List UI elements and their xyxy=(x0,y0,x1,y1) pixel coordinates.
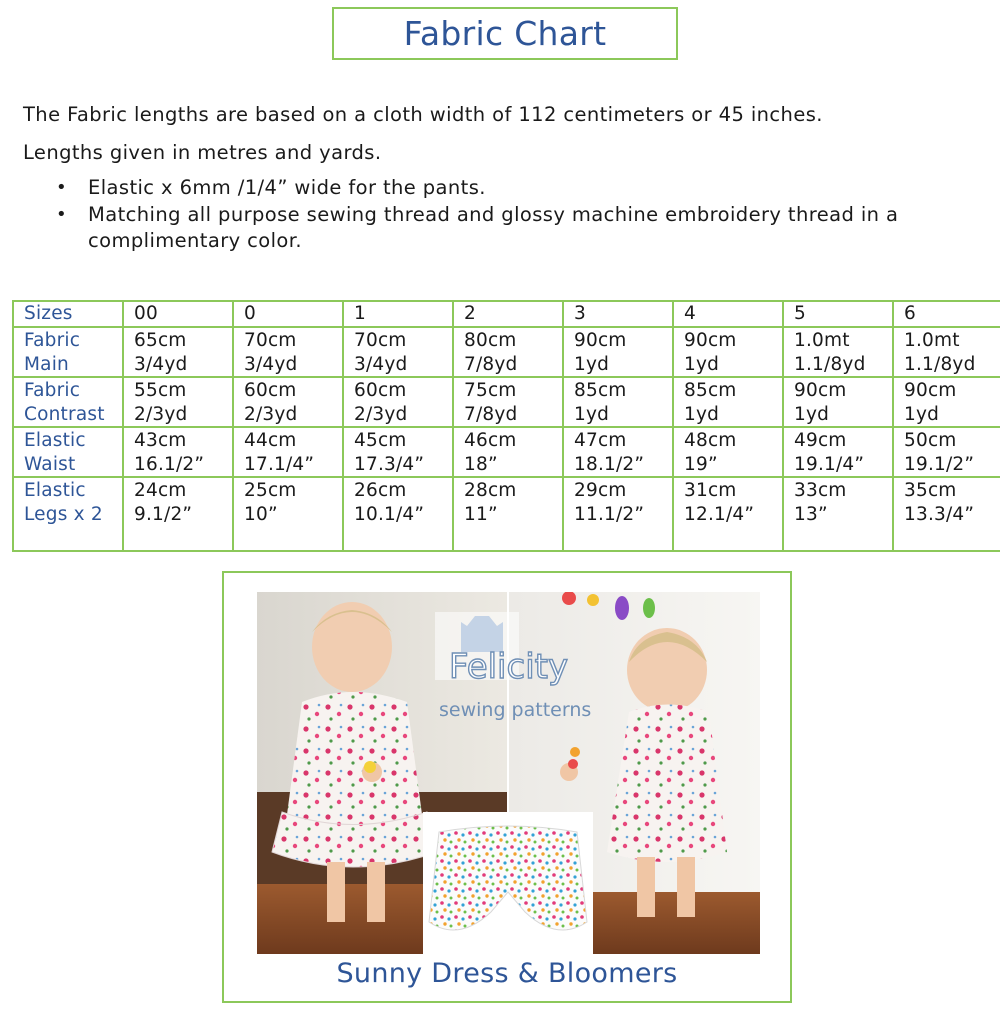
imperial-value: 18” xyxy=(464,453,498,475)
row-label-line: Legs x 2 xyxy=(24,503,103,525)
metric-value: 33cm xyxy=(794,480,847,501)
requirements-list xyxy=(23,175,983,255)
imperial-value: 19” xyxy=(684,453,718,475)
table-cell xyxy=(783,377,893,427)
table-cell xyxy=(673,377,783,427)
product-photo-illustration xyxy=(257,592,760,954)
imperial-value: 11.1/2” xyxy=(574,503,645,525)
imperial-value: 1.1/8yd xyxy=(794,353,866,375)
imperial-value: 1yd xyxy=(574,353,610,375)
metric-value: 90cm xyxy=(574,330,627,351)
imperial-value: 1yd xyxy=(574,403,610,425)
row-label xyxy=(13,427,123,477)
table-cell xyxy=(233,377,343,427)
metric-value: 29cm xyxy=(574,480,627,501)
table-cell xyxy=(893,427,1000,477)
photo-caption: Sunny Dress & Bloomers xyxy=(336,958,678,989)
logo-name: Felicity xyxy=(449,647,569,687)
table-cell xyxy=(563,377,673,427)
table-cell xyxy=(233,427,343,477)
table-cell xyxy=(673,427,783,477)
imperial-value: 13.3/4” xyxy=(904,503,975,525)
metric-value: 45cm xyxy=(354,430,407,451)
title-box xyxy=(332,7,678,60)
size-header: 2 xyxy=(453,301,563,327)
row-label-line: Fabric xyxy=(24,330,81,351)
imperial-value: 2/3yd xyxy=(354,403,408,425)
table-cell xyxy=(123,377,233,427)
header-label: Sizes xyxy=(13,301,123,327)
table-cell xyxy=(673,477,783,551)
row-label xyxy=(13,377,123,427)
imperial-value: 1yd xyxy=(794,403,830,425)
row-label-line: Contrast xyxy=(24,403,105,425)
row-label-line: Elastic xyxy=(24,480,86,501)
table-cell xyxy=(233,327,343,377)
imperial-value: 17.3/4” xyxy=(354,453,425,475)
metric-value: 90cm xyxy=(904,380,957,401)
imperial-value: 10.1/4” xyxy=(354,503,425,525)
metric-value: 25cm xyxy=(244,480,297,501)
metric-value: 48cm xyxy=(684,430,737,451)
imperial-value: 7/8yd xyxy=(464,403,518,425)
imperial-value: 3/4yd xyxy=(244,353,298,375)
imperial-value: 12.1/4” xyxy=(684,503,755,525)
imperial-value: 3/4yd xyxy=(134,353,188,375)
table-cell xyxy=(783,327,893,377)
size-header: 1 xyxy=(343,301,453,327)
metric-value: 60cm xyxy=(244,380,297,401)
row-label-line: Main xyxy=(24,353,69,375)
imperial-value: 3/4yd xyxy=(354,353,408,375)
imperial-value: 1yd xyxy=(684,403,720,425)
row-label xyxy=(13,477,123,551)
table-cell xyxy=(453,477,563,551)
metric-value: 90cm xyxy=(794,380,847,401)
table-cell xyxy=(453,377,563,427)
table-row xyxy=(13,327,1000,377)
table-body xyxy=(13,301,1000,551)
imperial-value: 19.1/4” xyxy=(794,453,865,475)
metric-value: 75cm xyxy=(464,380,517,401)
metric-value: 31cm xyxy=(684,480,737,501)
metric-value: 55cm xyxy=(134,380,187,401)
size-header: 0 xyxy=(233,301,343,327)
metric-value: 50cm xyxy=(904,430,957,451)
bullet-icon: • xyxy=(56,177,68,198)
list-item xyxy=(23,175,983,202)
size-header: 5 xyxy=(783,301,893,327)
imperial-value: 1yd xyxy=(684,353,720,375)
table-cell xyxy=(783,477,893,551)
row-label-line: Fabric xyxy=(24,380,81,401)
list-item-text: complimentary color. xyxy=(88,229,302,252)
table-cell xyxy=(563,427,673,477)
list-item-text: Elastic x 6mm /1/4” wide for the pants. xyxy=(88,176,486,199)
size-header: 00 xyxy=(123,301,233,327)
table-cell xyxy=(893,377,1000,427)
metric-value: 65cm xyxy=(134,330,187,351)
fabric-table xyxy=(12,300,1000,552)
table-cell xyxy=(343,327,453,377)
imperial-value: 2/3yd xyxy=(244,403,298,425)
metric-value: 43cm xyxy=(134,430,187,451)
table-cell xyxy=(893,327,1000,377)
product-photo xyxy=(257,592,760,954)
imperial-value: 7/8yd xyxy=(464,353,518,375)
row-label-line: Waist xyxy=(24,453,76,475)
table-cell xyxy=(563,327,673,377)
size-header: 4 xyxy=(673,301,783,327)
table-header-row xyxy=(13,301,1000,327)
bullet-icon: • xyxy=(56,203,68,225)
table-cell xyxy=(233,477,343,551)
table-row xyxy=(13,477,1000,551)
metric-value: 70cm xyxy=(354,330,407,351)
size-header: 3 xyxy=(563,301,673,327)
intro-line-2: Lengths given in metres and yards. xyxy=(23,141,382,164)
metric-value: 60cm xyxy=(354,380,407,401)
metric-value: 90cm xyxy=(684,330,737,351)
imperial-value: 1.1/8yd xyxy=(904,353,976,375)
table-cell xyxy=(123,327,233,377)
page-title: Fabric Chart xyxy=(403,14,607,53)
metric-value: 85cm xyxy=(574,380,627,401)
metric-value: 44cm xyxy=(244,430,297,451)
row-label-line: Elastic xyxy=(24,430,86,451)
size-header: 6 xyxy=(893,301,1000,327)
metric-value: 47cm xyxy=(574,430,627,451)
table-cell xyxy=(893,477,1000,551)
logo-tagline: sewing patterns xyxy=(439,699,592,721)
metric-value: 35cm xyxy=(904,480,957,501)
metric-value: 46cm xyxy=(464,430,517,451)
imperial-value: 2/3yd xyxy=(134,403,188,425)
imperial-value: 19.1/2” xyxy=(904,453,975,475)
imperial-value: 9.1/2” xyxy=(134,503,193,525)
imperial-value: 11” xyxy=(464,503,498,525)
metric-value: 85cm xyxy=(684,380,737,401)
metric-value: 1.0mt xyxy=(904,330,960,351)
metric-value: 26cm xyxy=(354,480,407,501)
metric-value: 24cm xyxy=(134,480,187,501)
table-row xyxy=(13,377,1000,427)
table-cell xyxy=(453,427,563,477)
metric-value: 80cm xyxy=(464,330,517,351)
table-cell xyxy=(343,377,453,427)
table-cell xyxy=(453,327,563,377)
table-cell xyxy=(563,477,673,551)
imperial-value: 1yd xyxy=(904,403,940,425)
list-item-text: Matching all purpose sewing thread and glossy machine embroidery thread in a xyxy=(88,202,899,226)
imperial-value: 10” xyxy=(244,503,278,525)
table-cell xyxy=(783,427,893,477)
list-item xyxy=(23,202,983,255)
imperial-value: 13” xyxy=(794,503,828,525)
table-cell xyxy=(123,477,233,551)
table-cell xyxy=(343,477,453,551)
metric-value: 1.0mt xyxy=(794,330,850,351)
table-cell xyxy=(123,427,233,477)
metric-value: 28cm xyxy=(464,480,517,501)
imperial-value: 16.1/2” xyxy=(134,453,205,475)
intro-line-1: The Fabric lengths are based on a cloth width of 112 centimeters or 45 inches. xyxy=(23,103,823,126)
row-label xyxy=(13,327,123,377)
imperial-value: 17.1/4” xyxy=(244,453,315,475)
table-cell xyxy=(673,327,783,377)
table-row xyxy=(13,427,1000,477)
metric-value: 49cm xyxy=(794,430,847,451)
metric-value: 70cm xyxy=(244,330,297,351)
imperial-value: 18.1/2” xyxy=(574,453,645,475)
table-cell xyxy=(343,427,453,477)
